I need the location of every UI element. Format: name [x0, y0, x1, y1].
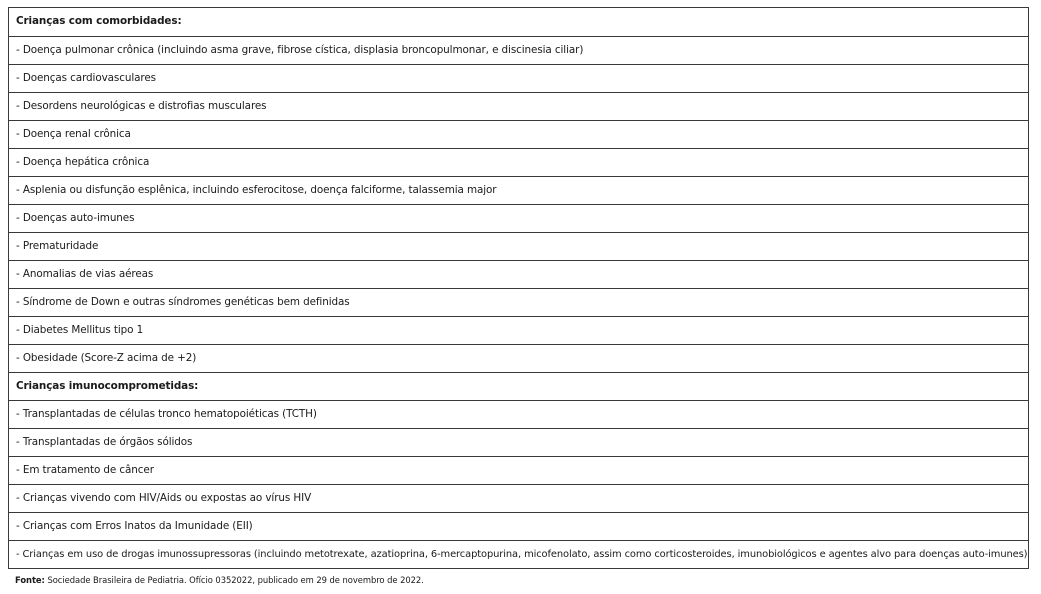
table-row: - Síndrome de Down e outras síndromes genéticas bem definidas: [9, 288, 1028, 316]
table-row: - Doença renal crônica: [9, 120, 1028, 148]
source-label: Fonte:: [15, 575, 45, 585]
table-row: - Asplenia ou disfunção esplênica, incluindo esferocitose, doença falciforme, talassemia major: [9, 176, 1028, 204]
table-row: - Obesidade (Score-Z acima de +2): [9, 344, 1028, 372]
table-row: - Crianças vivendo com HIV/Aids ou expostas ao vírus HIV: [9, 484, 1028, 512]
table-row: - Doença hepática crônica: [9, 148, 1028, 176]
table-section-header: Crianças imunocomprometidas:: [9, 372, 1028, 400]
table-row: - Transplantadas de células tronco hematopoiéticas (TCTH): [9, 400, 1028, 428]
table-row: - Desordens neurológicas e distrofias musculares: [9, 92, 1028, 120]
table-row: - Doença pulmonar crônica (incluindo asma grave, fibrose cística, displasia broncopulmonar, e discinesia ciliar): [9, 36, 1028, 64]
source-note: [15, 575, 424, 585]
table-row: - Doenças auto-imunes: [9, 204, 1028, 232]
source-text: Sociedade Brasileira de Pediatria. Ofício 0352022, publicado em 29 de novembro de 2022.: [44, 575, 424, 585]
table-row: - Crianças com Erros Inatos da Imunidade (EII): [9, 512, 1028, 540]
table-row: - Anomalias de vias aéreas: [9, 260, 1028, 288]
table-row: - Prematuridade: [9, 232, 1028, 260]
table-row: - Diabetes Mellitus tipo 1: [9, 316, 1028, 344]
table-row: - Crianças em uso de drogas imunossupressoras (incluindo metotrexate, azatioprina, 6-mercaptopurina, micofenolato, assim como corticosteroides, imunobiológicos e agentes alvo para doenças auto-imunes): [9, 540, 1028, 568]
risk-groups-table: [8, 7, 1029, 569]
table-section-header: Crianças com comorbidades:: [16, 15, 182, 27]
table-row: - Em tratamento de câncer: [9, 456, 1028, 484]
table-row: - Doenças cardiovasculares: [9, 64, 1028, 92]
table-row: - Transplantadas de órgãos sólidos: [9, 428, 1028, 456]
